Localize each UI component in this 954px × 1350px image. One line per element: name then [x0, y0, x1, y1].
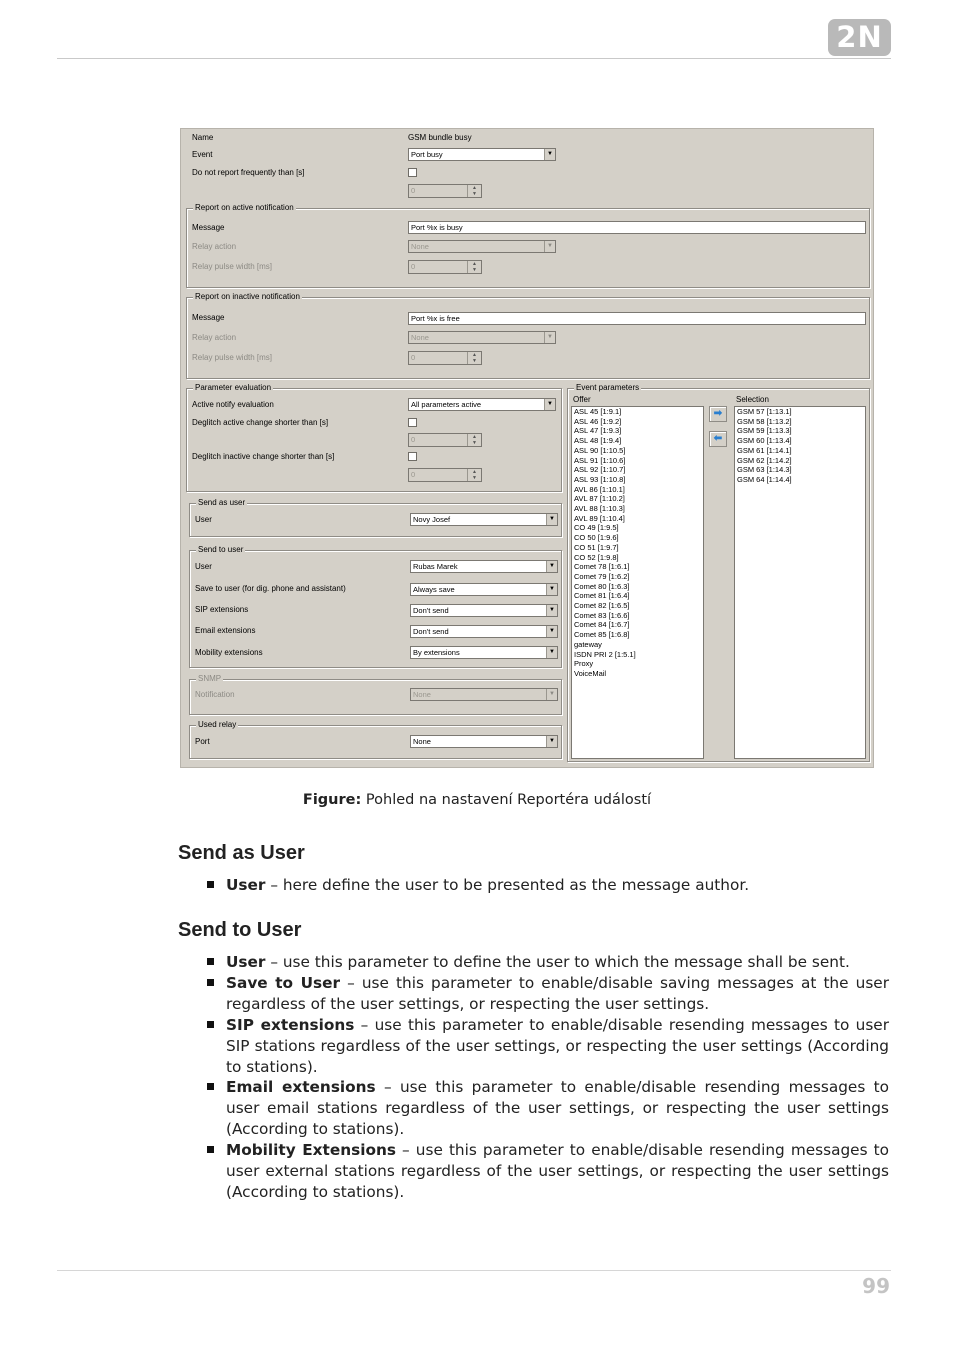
offer-label: Offer	[573, 395, 591, 404]
section-heading-send-as-user: Send as User	[178, 842, 305, 864]
active-relay-label: Relay action	[192, 242, 237, 251]
selection-list-item[interactable]: GSM 60 [1:13.4]	[737, 436, 792, 446]
spinner-arrows-icon[interactable]: ▲ ▼	[467, 352, 481, 364]
offer-list[interactable]	[571, 406, 704, 759]
offer-list-item[interactable]: ASL 91 [1:10.6]	[574, 455, 626, 465]
offer-list-item[interactable]: VoiceMail	[574, 668, 607, 678]
chevron-down-icon: ▼	[544, 241, 555, 252]
chevron-down-icon: ▼	[546, 514, 557, 525]
chevron-down-icon: ▼	[546, 647, 557, 658]
chevron-down-icon: ▼	[546, 626, 557, 637]
caption-label: Figure:	[302, 792, 362, 808]
spinner-arrows-icon[interactable]: ▲ ▼	[467, 185, 481, 197]
sip-extensions-label: SIP extensions	[195, 605, 249, 614]
inactive-relay-label: Relay action	[192, 333, 237, 342]
chevron-down-icon: ▼	[546, 605, 557, 616]
chevron-down-icon: ▼	[546, 689, 557, 700]
save-to-user-label: Save to user (for dig. phone and assistant)	[195, 584, 346, 593]
move-right-arrow-icon[interactable]: ➡	[709, 406, 727, 422]
chevron-down-icon: ▼	[544, 399, 555, 410]
active-relay-select[interactable]: None ▼	[408, 240, 556, 253]
email-extensions-select[interactable]: Don't send ▼	[410, 625, 558, 638]
notify-eval-label: Active notify evaluation	[192, 400, 274, 409]
not-report-label: Do not report frequently than [s]	[192, 168, 305, 177]
notification-select[interactable]: None ▼	[410, 688, 558, 701]
send-to-user-select[interactable]: Rubas Marek ▼	[410, 560, 558, 573]
not-report-spinner[interactable]: 0 ▲ ▼	[408, 184, 482, 198]
active-message-label: Message	[192, 223, 225, 232]
deglitch-inactive-checkbox[interactable]	[408, 452, 417, 461]
email-extensions-label: Email extensions	[195, 626, 256, 635]
group-title: Send as user	[198, 498, 246, 507]
event-label: Event	[192, 150, 213, 159]
figure-caption	[0, 792, 954, 808]
not-report-checkbox[interactable]	[408, 168, 417, 177]
offer-list-item[interactable]: Comet 82 [1:6.5]	[574, 601, 630, 611]
mobility-extensions-label: Mobility extensions	[195, 648, 263, 657]
footer-divider	[57, 1270, 891, 1271]
offer-list-item[interactable]: CO 50 [1:9.6]	[574, 533, 619, 543]
bullet-square-icon	[207, 958, 214, 965]
port-select[interactable]: None ▼	[410, 735, 558, 748]
group-title: Report on inactive notification	[195, 292, 300, 301]
event-reporter-screenshot	[180, 128, 874, 768]
send-as-user-label: User	[195, 515, 212, 524]
inactive-relay-select[interactable]: None ▼	[408, 331, 556, 344]
deglitch-active-label: Deglitch active change shorter than [s]	[192, 418, 329, 427]
spinner-arrows-icon[interactable]: ▲ ▼	[467, 434, 481, 446]
offer-list-item[interactable]: AVL 86 [1:10.1]	[574, 484, 625, 494]
deglitch-active-checkbox[interactable]	[408, 418, 417, 427]
bullet-square-icon	[207, 1083, 214, 1090]
inactive-message-label: Message	[192, 313, 225, 322]
bullet-square-icon	[207, 1146, 214, 1153]
offer-list-item[interactable]: CO 51 [1:9.7]	[574, 542, 619, 552]
group-title: SNMP	[198, 674, 222, 683]
bullet-item: Email extensions – use this parameter to enable/disable resending messages to user email stations regardless of the user settings, or respecting the user settings (According to stations).	[207, 1077, 889, 1140]
bullet-item: User – here define the user to be presented as the message author.	[207, 875, 889, 896]
offer-list-item[interactable]: gateway	[574, 639, 602, 649]
caption-text: Pohled na nastavení Reportéra událostí	[361, 792, 652, 808]
offer-list-item[interactable]: ASL 46 [1:9.2]	[574, 416, 622, 426]
offer-list-item[interactable]: ASL 47 [1:9.3]	[574, 426, 622, 436]
bullet-item: User – use this parameter to define the user to which the message shall be sent.	[207, 952, 889, 973]
chevron-down-icon: ▼	[544, 332, 555, 343]
chevron-down-icon: ▼	[544, 149, 555, 160]
offer-list-item[interactable]: ASL 93 [1:10.8]	[574, 474, 626, 484]
selection-list-item[interactable]: GSM 61 [1:14.1]	[737, 445, 792, 455]
port-label: Port	[195, 737, 210, 746]
active-pulse-spinner[interactable]: 0 ▲ ▼	[408, 260, 482, 274]
send-to-user-label: User	[195, 562, 212, 571]
header-divider	[57, 58, 891, 59]
inactive-pulse-label: Relay pulse width [ms]	[192, 353, 273, 362]
selection-list-item[interactable]: GSM 59 [1:13.3]	[737, 426, 792, 436]
selection-list-item[interactable]: GSM 58 [1:13.2]	[737, 416, 792, 426]
offer-list-item[interactable]: CO 52 [1:9.8]	[574, 552, 619, 562]
notify-eval-select[interactable]: All parameters active ▼	[408, 398, 556, 411]
deglitch-inactive-label: Deglitch inactive change shorter than [s]	[192, 452, 335, 461]
deglitch-active-spinner[interactable]: 0 ▲ ▼	[408, 433, 482, 447]
offer-list-item[interactable]: CO 49 [1:9.5]	[574, 523, 619, 533]
active-pulse-label: Relay pulse width [ms]	[192, 262, 273, 271]
event-select[interactable]: Port busy ▼	[408, 148, 556, 161]
offer-list-item[interactable]: Comet 78 [1:6.1]	[574, 562, 630, 572]
offer-list-item[interactable]: ASL 45 [1:9.1]	[574, 407, 622, 416]
offer-list-item[interactable]: Proxy	[574, 659, 594, 669]
page-number: 99	[862, 1274, 890, 1298]
offer-list-item[interactable]: Comet 83 [1:6.6]	[574, 610, 630, 620]
group-title: Report on active notification	[195, 203, 294, 212]
chevron-down-icon: ▼	[546, 584, 557, 595]
spinner-arrows-icon[interactable]: ▲ ▼	[467, 261, 481, 273]
group-title: Event parameters	[576, 383, 640, 392]
offer-list-item[interactable]: Comet 84 [1:6.7]	[574, 620, 630, 630]
selection-list-item[interactable]: GSM 57 [1:13.1]	[737, 407, 792, 416]
sip-extensions-select[interactable]: Don't send ▼	[410, 604, 558, 617]
offer-list-item[interactable]: ISDN PRI 2 [1:5.1]	[574, 649, 636, 659]
spinner-arrows-icon[interactable]: ▲ ▼	[467, 469, 481, 481]
offer-list-item[interactable]: ASL 48 [1:9.4]	[574, 436, 622, 446]
inactive-message-input[interactable]: Port %x is free	[408, 312, 866, 325]
offer-list-item[interactable]: ASL 90 [1:10.5]	[574, 445, 626, 455]
selection-list-item[interactable]: GSM 62 [1:14.2]	[737, 455, 792, 465]
offer-list-item[interactable]: Comet 81 [1:6.4]	[574, 591, 630, 601]
group-title: Parameter evaluation	[195, 383, 272, 392]
offer-list-item[interactable]: AVL 87 [1:10.2]	[574, 494, 625, 504]
group-title: Send to user	[198, 545, 244, 554]
selection-list-item[interactable]: GSM 63 [1:14.3]	[737, 465, 792, 475]
group-title: Used relay	[198, 720, 237, 729]
bullet-item: Save to User – use this parameter to enable/disable saving messages at the user regardless of the user settings, or respecting the user settings.	[207, 973, 889, 1015]
move-left-arrow-icon[interactable]: ⬅	[709, 431, 727, 447]
bullet-item: SIP extensions – use this parameter to enable/disable resending messages to user SIP stations regardless of the user settings, or respecting the user settings (According to stations).	[207, 1015, 889, 1078]
bullet-square-icon	[207, 881, 214, 888]
bullet-square-icon	[207, 979, 214, 986]
name-label: Name	[192, 133, 214, 142]
send-as-user-select[interactable]: Novy Josef ▼	[410, 513, 558, 526]
active-message-input[interactable]: Port %x is busy	[408, 221, 866, 234]
bullet-square-icon	[207, 1021, 214, 1028]
offer-list-item[interactable]: Comet 85 [1:6.8]	[574, 630, 630, 640]
selection-label: Selection	[736, 395, 769, 404]
offer-list-item[interactable]: AVL 89 [1:10.4]	[574, 513, 625, 523]
mobility-extensions-select[interactable]: By extensions ▼	[410, 646, 558, 659]
notification-label: Notification	[195, 690, 235, 699]
chevron-down-icon: ▼	[546, 736, 557, 747]
selection-list-item[interactable]: GSM 64 [1:14.4]	[737, 474, 792, 484]
selection-list[interactable]	[734, 406, 866, 759]
section-heading-send-to-user: Send to User	[178, 919, 302, 941]
bullet-item: Mobility Extensions – use this parameter to enable/disable resending messages to user external stations regardless of the user settings, or respecting the user settings (According to stations).	[207, 1140, 889, 1203]
offer-list-item[interactable]: AVL 88 [1:10.3]	[574, 504, 625, 514]
chevron-down-icon: ▼	[546, 561, 557, 572]
brand-logo: 2N	[828, 19, 891, 56]
offer-list-item[interactable]: Comet 79 [1:6.2]	[574, 571, 630, 581]
inactive-pulse-spinner[interactable]: 0 ▲ ▼	[408, 351, 482, 365]
deglitch-inactive-spinner[interactable]: 0 ▲ ▼	[408, 468, 482, 482]
name-value: GSM bundle busy	[408, 133, 472, 142]
offer-list-item[interactable]: Comet 80 [1:6.3]	[574, 581, 630, 591]
offer-list-item[interactable]: ASL 92 [1:10.7]	[574, 465, 626, 475]
save-to-user-select[interactable]: Always save ▼	[410, 583, 558, 596]
